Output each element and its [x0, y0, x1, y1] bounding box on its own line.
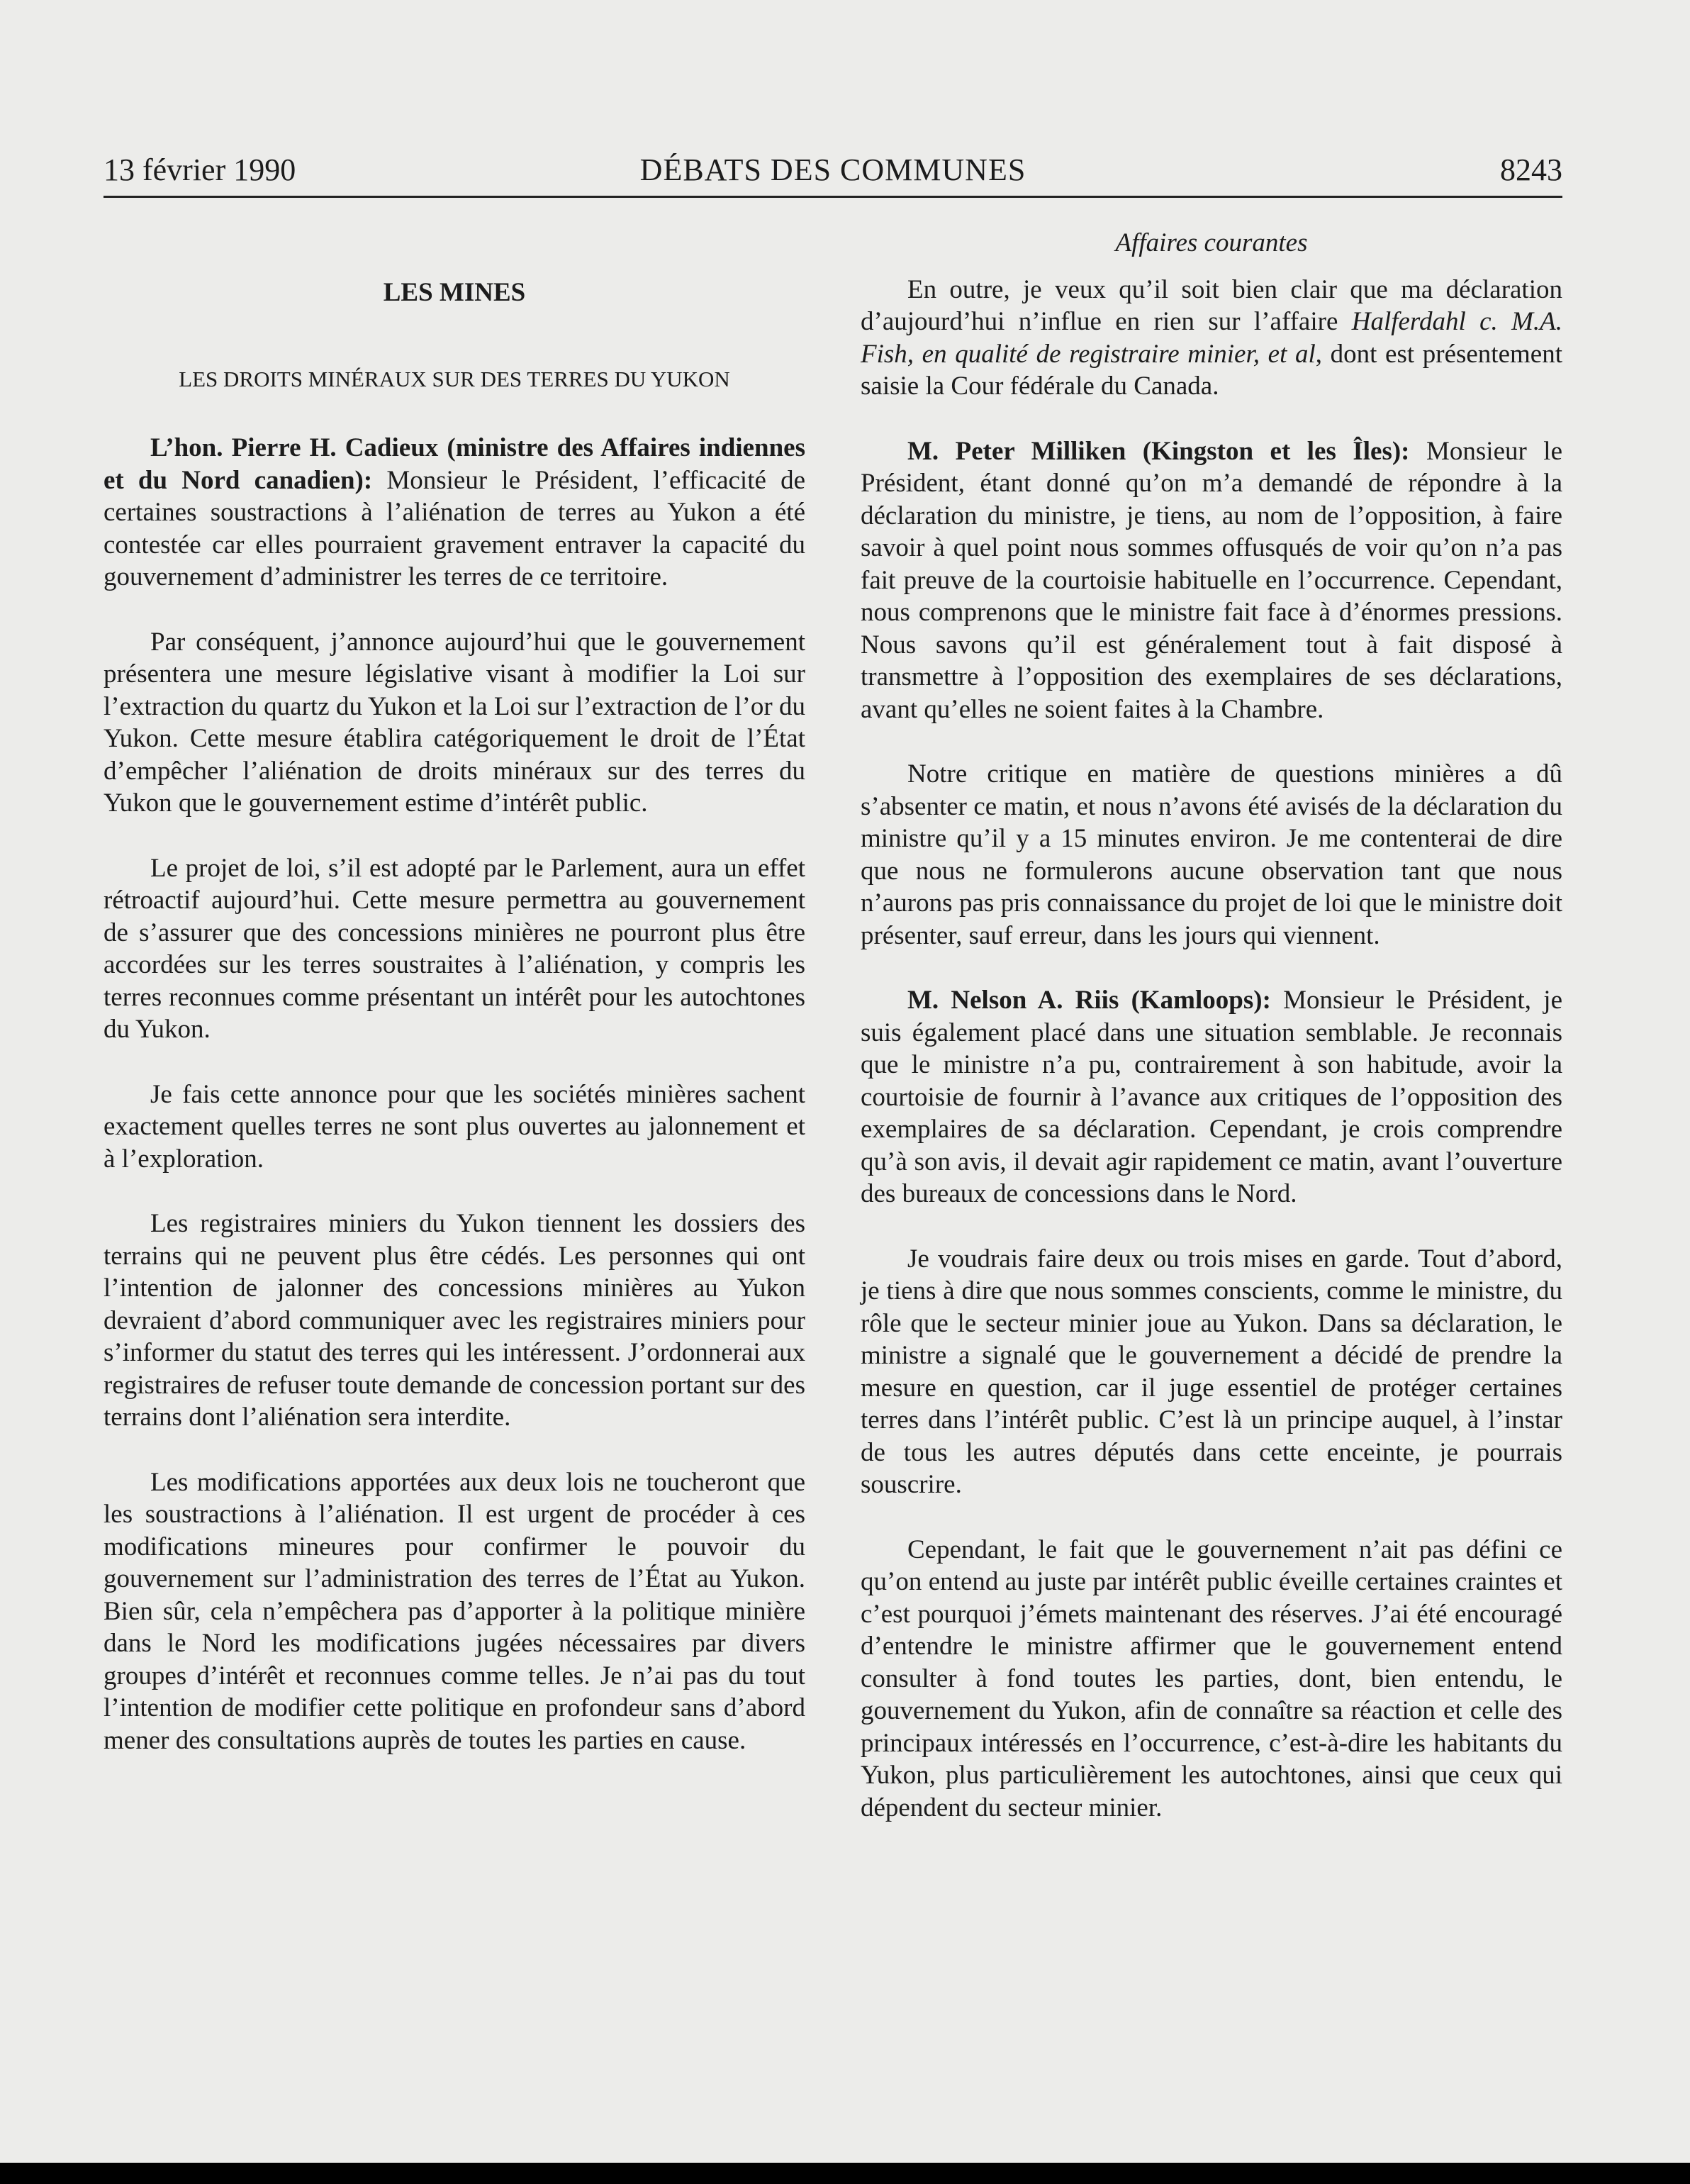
paragraph: Les modifications apportées aux deux lois ne toucheront que les soustractions à l’aliénation. Il est urgent de procéder à ces modifications mineures pour confirmer le pouvoir du gouvernement sur l’administration des terres de l’État au Yukon. Bien sûr, cela n’empêchera pas d’apporter à la politique minière dans le Nord les modifications jugées nécessaires par divers groupes d’intérêt et reconnues comme telles. Je n’ai pas du tout l’intention de modifier cette politique en profondeur sans d’abord mener des consultations auprès de toutes les parties en cause.: [103, 1467, 805, 1755]
paragraph-text: Monsieur le Président, l’efficacité de certaines soustractions à l’aliénation de terres au Yukon a été contestée car elles pourraient gravement entraver la capacité du gouvernement d’administrer les terres de ce territoire.: [103, 465, 805, 591]
paragraph-text: Monsieur le Président, je suis également placé dans une situation semblable. Je reconnais que le ministre n’a pu, contrairement à son habitude, avoir la courtoisie de fournir à l’avance aux critiques de l’opposition des exemplaires de sa déclaration. Cependant, je crois comprendre qu’à son avis, il devait agir rapidement ce matin, avant l’ouverture des bureaux de concessions dans le Nord.: [861, 986, 1562, 1208]
paragraph: Les registraires miniers du Yukon tiennent les dossiers des terrains qui ne peuvent plus être cédés. Les personnes qui ont l’intention de jalonner des concessions minières au Yukon devraient d’abord communiquer avec les registraires miniers pour s’informer du statut des terres qui les intéressent. J’ordonnerai aux registraires de refuser toute demande de concession portant sur des terrains dont l’aliénation sera interdite.: [103, 1209, 805, 1432]
paragraph: Par conséquent, j’annonce aujourd’hui que le gouvernement présentera une mesure législative visant à modifier la Loi sur l’extraction du quartz du Yukon et la Loi sur l’extraction de l’or du Yukon. Cette mesure établira catégoriquement le droit de l’État d’empêcher l’aliénation de droits minéraux sur des terres du Yukon que le gouvernement estime d’intérêt public.: [103, 627, 805, 818]
paragraph: Je fais cette annonce pour que les sociétés minières sachent exactement quelles terres ne sont plus ouvertes au jalonnement et à l’exploration.: [103, 1079, 805, 1174]
speaker-name: M. Peter Milliken (Kingston et les Îles):: [907, 436, 1410, 466]
speaker-name: L’hon. Pierre H. Cadieux (ministre des Affaires indiennes et du Nord canadien):: [103, 433, 805, 495]
page-number: 8243: [1500, 152, 1562, 187]
paragraph: Je voudrais faire deux ou trois mises en garde. Tout d’abord, je tiens à dire que nous sommes conscients, comme le ministre, du rôle que le secteur minier joue au Yukon. Dans sa déclaration, le ministre a signalé que le gouvernement a décidé de prendre la mesure en question, car il juge essentiel de protéger certaines terres dans l’intérêt public. C’est là un principe auquel, à l’instar de tous les autres députés dans cette enceinte, je pourrais souscrire.: [861, 1244, 1562, 1499]
header-title: DÉBATS DES COMMUNES: [639, 152, 1026, 187]
header-date: 13 février 1990: [103, 152, 296, 187]
paragraph: Cependant, le fait que le gouvernement n’ait pas défini ce qu’on entend au juste par intérêt public éveille certaines craintes et c’est pourquoi j’émets maintenant des réserves. J’ai été encouragé d’entendre le ministre affirmer que le gouvernement entend consulter à fond toutes les parties, dont, bien entendu, le gouvernement du Yukon, afin de connaître sa réaction et celle des principaux intéressés en l’occurrence, c’est-à-dire les habitants du Yukon, plus particulièrement les autochtones, ainsi que ceux qui dépendent du secteur minier.: [861, 1534, 1562, 1822]
paragraph: [861, 435, 1562, 726]
paragraph: [861, 984, 1562, 1210]
paragraph-text: Monsieur le Président, étant donné qu’on m’a demandé de répondre à la déclaration du ministre, je tiens, au nom de l’opposition, à faire savoir à quel point nous sommes offusqués de voir qu’on n’a pas fait preuve de la courtoisie habituelle en l’occurrence. Cependant, nous comprenons que le ministre fait face à d’énormes pressions. Nous savons qu’il est généralement tout à fait disposé à transmettre à l’opposition des exemplaires de ses déclarations, avant qu’elles ne soient faites à la Chambre.: [861, 436, 1562, 724]
sub-title: LES DROITS MINÉRAUX SUR DES TERRES DU YUKON: [179, 366, 730, 391]
scan-border: [0, 2163, 1690, 2184]
right-column: [861, 227, 1562, 1824]
speaker-name: M. Nelson A. Riis (Kamloops):: [907, 986, 1271, 1015]
paragraph-text: , dont est présentement saisie la Cour fédérale du Canada.: [861, 339, 1562, 401]
running-head: Affaires courantes: [1115, 228, 1308, 257]
case-name: Halferdahl c. M.A. Fish, en qualité de registraire minier, et al: [861, 307, 1562, 369]
section-title: LES MINES: [383, 278, 526, 307]
page-header: [103, 150, 1562, 198]
left-column: [103, 227, 805, 1756]
paragraph: Notre critique en matière de questions minières a dû s’absenter ce matin, et nous n’avons été avisés de la déclaration du ministre qu’il y a 15 minutes environ. Je me contenterai de dire que nous ne formulerons aucune observation tant que nous n’aurons pas pris connaissance du projet de loi que le ministre doit présenter, sauf erreur, dans les jours qui viennent.: [861, 759, 1562, 950]
paragraph: [861, 274, 1562, 403]
paragraph: Le projet de loi, s’il est adopté par le Parlement, aura un effet rétroactif aujourd’hui. Cette mesure permettra au gouvernement de s’assurer que des concessions minières ne pourront plus être accordées sur les terres soustraites à l’aliénation, y compris les terres reconnues comme présentant un intérêt pour les autochtones du Yukon.: [103, 853, 805, 1044]
paragraph: [103, 432, 805, 594]
paragraph-text: En outre, je veux qu’il soit bien clair que ma déclaration d’aujourd’hui n’influe en rien sur l’affaire: [861, 274, 1562, 336]
